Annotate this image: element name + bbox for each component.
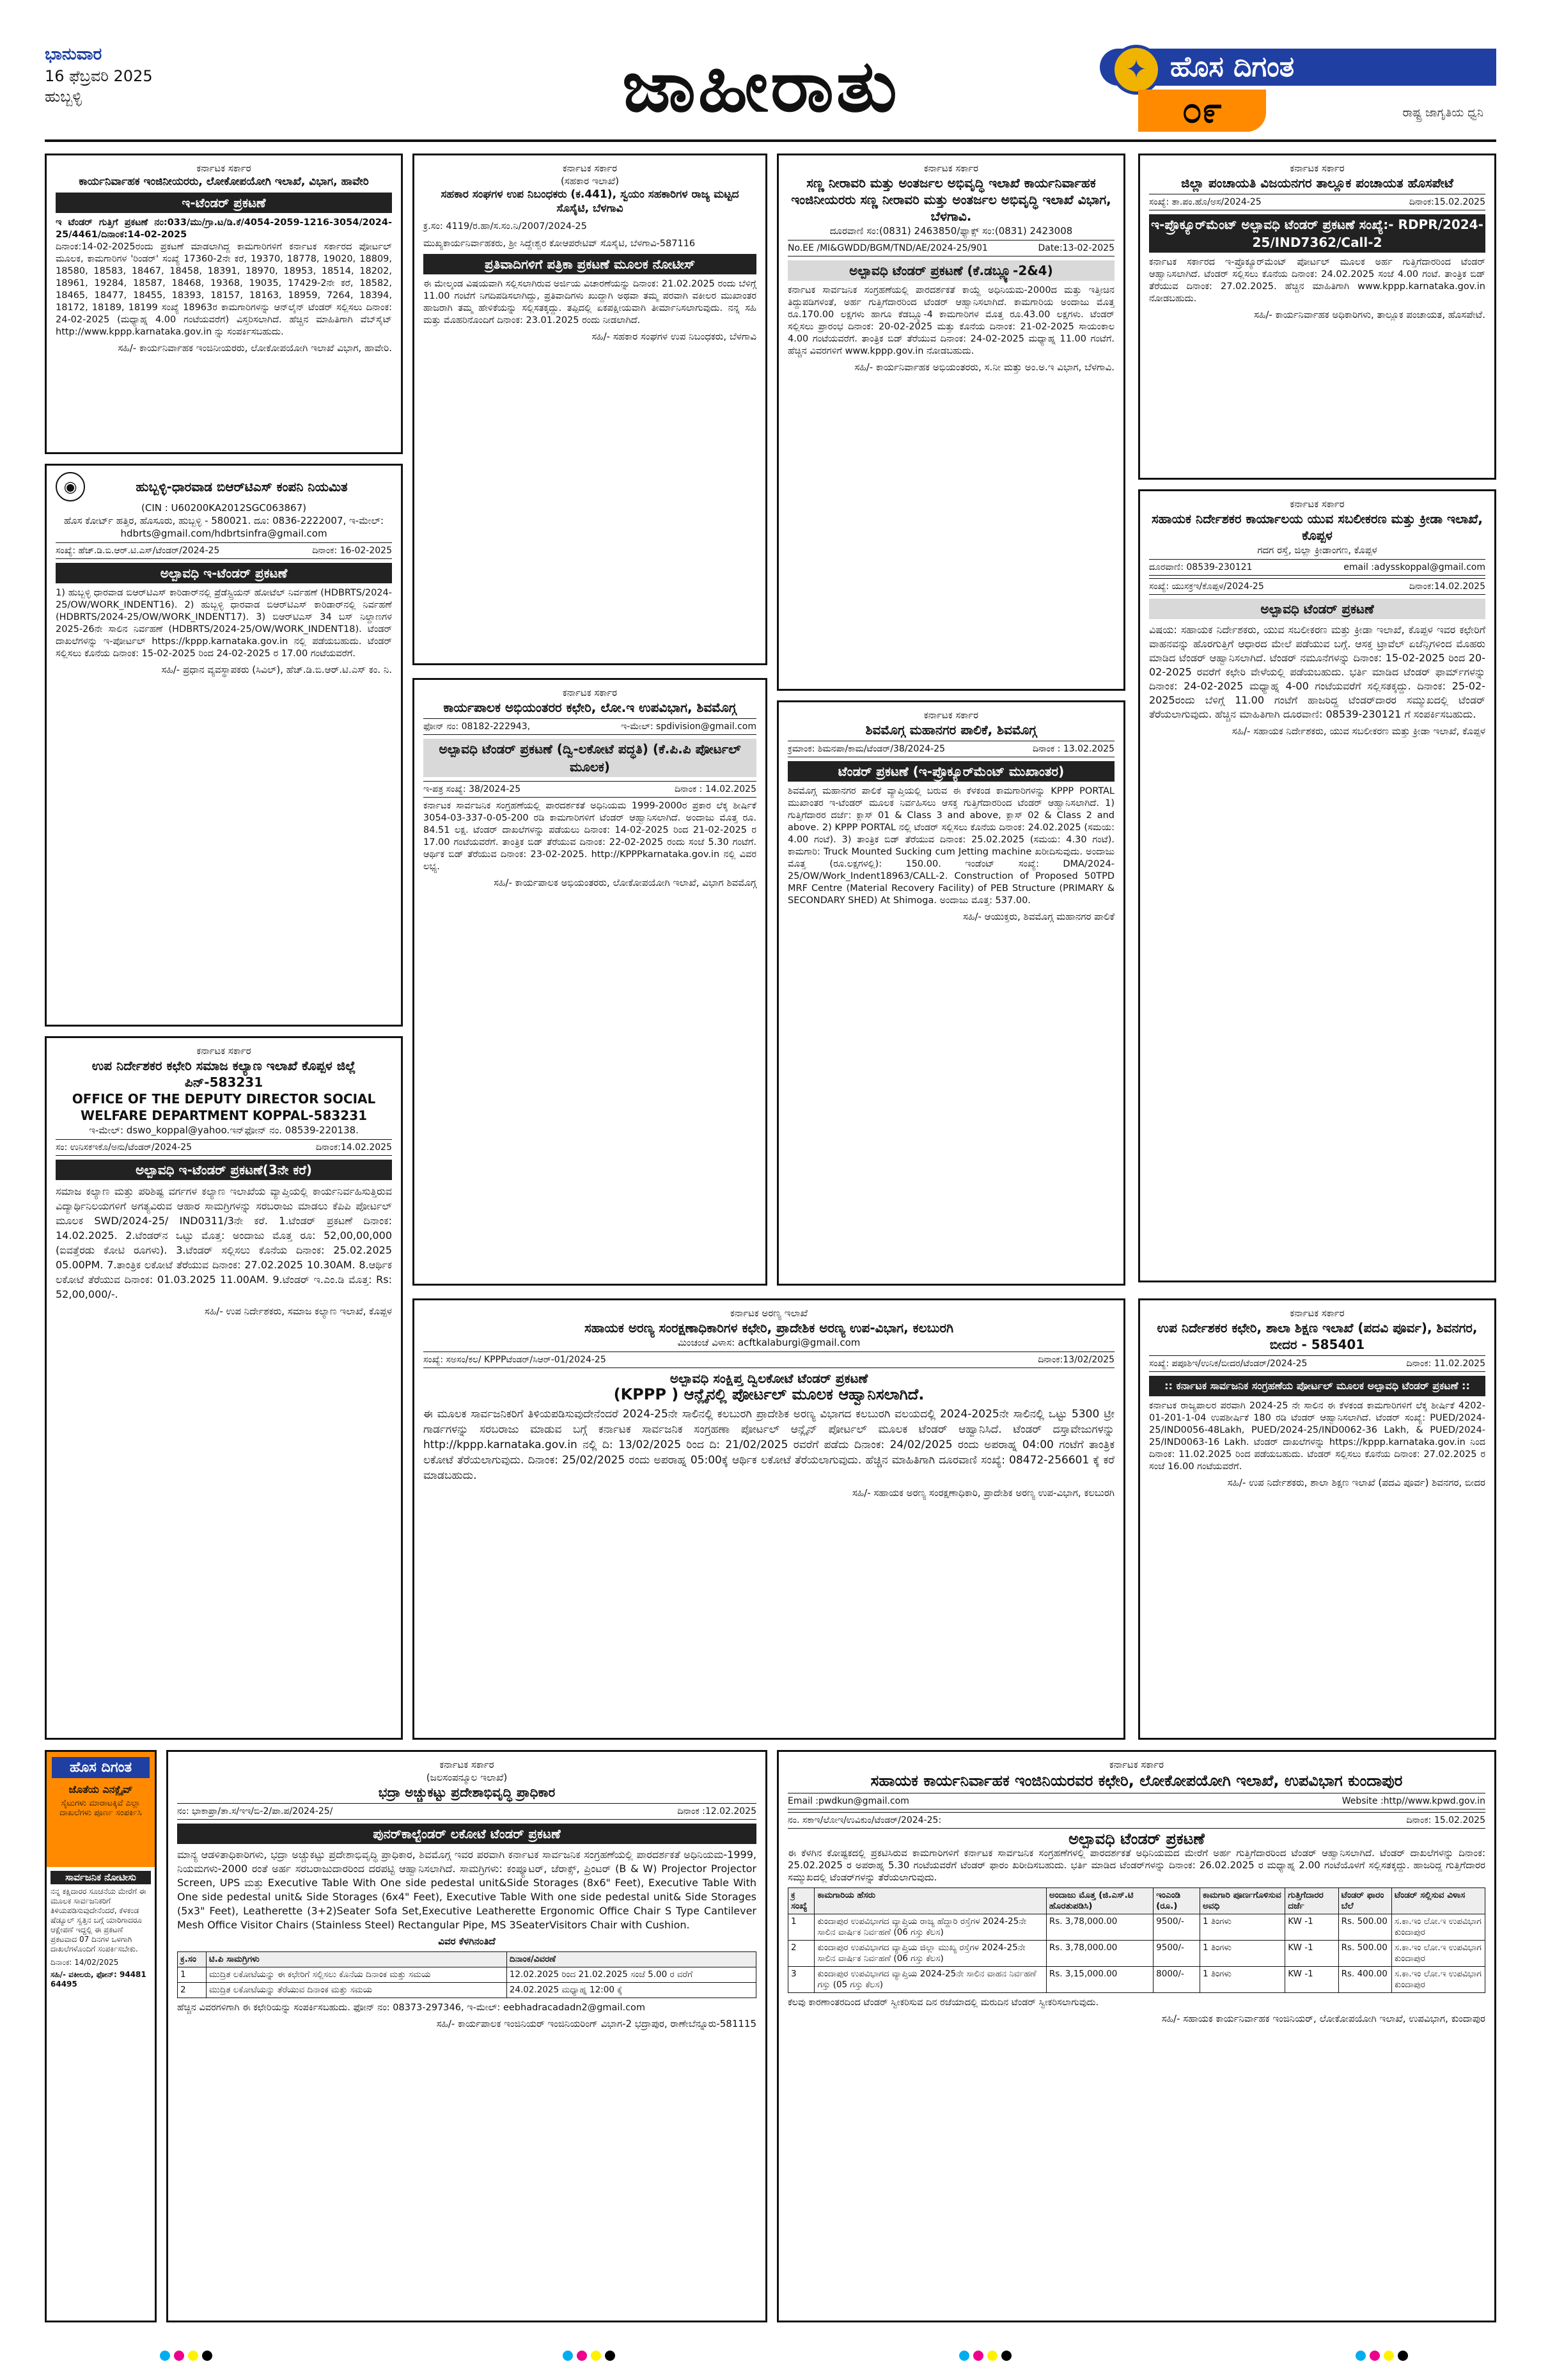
section-title: ಜಾಹೀರಾತು (622, 44, 900, 128)
ad-dept: (ಜಲಸಂಪನ್ಮೂಲ ಇಲಾಖೆ) (426, 1772, 508, 1783)
ad-signature: ಸಹಿ/- ಕಾರ್ಯಪಾಲಕ ಅಭಿಯಂತರರು, ಲೋಕೋಪಯೋಗಿ ಇಲಾಖೆ, ವಿಭಾಗ ಶಿವಮೊಗ್ಗ (494, 877, 756, 888)
ad-body: ಈ ಮೂಲಕ ಸಾರ್ವಜನಿಕರಿಗೆ ತಿಳಿಯಪಡಿಸುವುದೇನೆಂದರೆ 2024-25ನೇ ಸಾಲಿನಲ್ಲಿ ಕಲಬುರಗಿ ಪ್ರಾದೇಶಿಕ ಅರಣ್ಯ ವಿಭಾಗದ ಕಲಬುರಗಿ ವಲಯದಲ್ಲಿ 2024-2025ನೇ ಸಾಲಿನಲ್ಲಿ ಒಟ್ಟು 5300 ಟ್ರೀ ಗಾರ್ಡಗಳನ್ನು ಸರಬರಾಜು ಮಾಡುವ ಬಗ್ಗೆ ಕರ್ನಾಟಕ ಸಾರ್ವಜನಿಕ ಸಂಗ್ರಹಣಾ ಪೋರ್ಟಲ್ ಆನ್ಲೈನ್ ಪೋರ್ಟಲ್ ಮೂಲಕ ಟೆಂಡರ್ ಆಹ್ವಾನಿಸಿದೆ. ಟೆಂಡರ್ ದಸ್ತಾವೇಜುಗಳನ್ನು http://kppp.karnataka.gov.in ನಲ್ಲಿ ದಿ: 13/02/2025 ರಿಂದ ದಿ: 21/02/2025 ರವರೆಗೆ ಪಡೆದು ದಿನಾಂಕ: 24/02/2025 ರಂದು ಅಪರಾಹ್ನ 04:00 ಗಂಟೆಗೆ ತಾಂತ್ರಿಕ ಲಕೋಟೆ ತೆರೆಯಲಾಗುವುದು. ದಿನಾಂಕ: 25/02/2025 ರಂದು ಅಪರಾಹ್ನ 05:00ಕ್ಕೆ ಆರ್ಥಿಕ ಲಕೋಟೆ ತೆರೆಯಲಾಗುವುದು. ಹೆಚ್ಚಿನ ಮಾಹಿತಿಗಾಗಿ ದೂರವಾಣಿ ಸಂಖ್ಯೆ: 08472-256601 ಕ್ಕೆ ಕರೆ ಮಾಡಬಹುದು. (423, 1408, 1115, 1482)
ad-title: :: ಕರ್ನಾಟಕ ಸಾರ್ವಜನಿಕ ಸಂಗ್ರಹಣೆಯ ಪೋರ್ಟಲ್ ಮೂಲಕ ಅಲ್ಪಾವಧಿ ಟೆಂಡರ್ ಪ್ರಕಟಣೆ :: (1149, 1376, 1485, 1396)
ad-body: ಕರ್ನಾಟಕ ಸಾರ್ವಜನಿಕ ಸಂಗ್ರಹಣೆಯಲ್ಲಿ ಪಾರದರ್ಶಕತೆ ಕಾಯ್ದೆ ಅಧಿನಿಯಮ-2000ದ ಮತ್ತು ಇತ್ತೀಚಿನ ತಿದ್ದುಪಡಿಗಳಂತೆ, ಅರ್ಹ ಗುತ್ತಿಗೆದಾರರಿಂದ ಟೆಂಡರ್ ಆಹ್ವಾನಿಸಲಾಗಿದೆ. ಕಾಮಗಾರಿಯ ಅಂದಾಜು ಮೊತ್ತ ರೂ.170.00 ಲಕ್ಷಗಳು ಹಾಗೂ ಕೆಡಬ್ಲ್ಯೂ-4 ಕಾಮಗಾರಿಗಳ ಮೊತ್ತ ರೂ.43.00 ಲಕ್ಷಗಳು. ಟೆಂಡರ್ ಸಲ್ಲಿಸಲು ಪ್ರಾರಂಭ ದಿನಾಂಕ: 20-02-2025 ಮತ್ತು ಕೊನೆಯ ದಿನಾಂಕ: 21-02-2025 ಸಾಯಂಕಾಲ 4.00 ಗಂಟೆಯವರೆಗೆ. ತಾಂತ್ರಿಕ ಬಿಡ್ ತೆರೆಯುವ ದಿನಾಂಕ: 24-02-2025 ಮಧ್ಯಾಹ್ನ 11.00 ಗಂಟೆಗೆ. ಹೆಚ್ಚಿನ ವಿವರಗಳಿಗೆ www.kppp.gov.in ನೋಡಬಹುದು. (788, 285, 1115, 356)
ad-meta (177, 1803, 756, 1820)
ad-date: ದಿನಾಂಕ:14.02.2025 (315, 1142, 392, 1153)
ad-meta (788, 1812, 1485, 1829)
ad-office: ಜಿಲ್ಲಾ ಪಂಚಾಯತಿ ವಿಜಯನಗರ ತಾಲ್ಲೂಕ ಪಂಚಾಯತ ಹೊಸಪೇಟೆ (1181, 175, 1453, 191)
ad-date: ದಿನಾಂಕ: 15.02.2025 (1406, 1815, 1485, 1825)
ad-date: ದಿನಾಂಕ:15.02.2025 (1409, 197, 1485, 207)
ad-ref: ಸಂ: ಉನಿಸಕಇಕೊ/ಅನು/ಟೆಂಡರ್/2024-25 (56, 1142, 192, 1153)
ad-email: ಇ-ಮೇಲ್: dswo_koppal@yahoo.ಇನ್‌ಫೋನ್‌ ನಂ. 08539-220138. (89, 1124, 359, 1136)
table-header: ಕ್ರ.ಸಂ (178, 1952, 207, 1967)
public-notice-signature: ಸಹಿ/- ವಕೀಲರು, ಫೋನ್: 94481 64495 (51, 1970, 146, 1989)
ad-title: ಅಲ್ಪಾವಧಿ ಇ-ಟೆಂಡರ್ ಪ್ರಕಟಣೆ(3ನೇ ಕರೆ) (56, 1160, 392, 1180)
ad-ref: ನಂ: ಭಾಕಾಪ್ರಾ/ತಾ.ಸ/ಇಇ/ಬಿ-2/ಪಾ.ಪ/2024-25/ (177, 1806, 333, 1817)
ad-body: ಶಿವಮೊಗ್ಗ ಮಹಾನಗರ ಪಾಲಿಕೆ ವ್ಯಾಪ್ತಿಯಲ್ಲಿ ಬರುವ ಈ ಕೆಳಕಂಡ ಕಾಮಗಾರಿಗಳನ್ನು KPPP PORTAL ಮುಖಾಂತರ ಇ-ಟೆಂಡರ್ ಮೂಲಕ ನಿರ್ವಹಿಸಲು ಆಸಕ್ತ ಗುತ್ತಿಗೆದಾರರಿಂದ ಟೆಂಡರ್ ಆಹ್ವಾನಿಸಲಾಗಿದೆ. 1) ಗುತ್ತಿಗೆದಾರರ ದರ್ಜೆ: ಕ್ಲಾಸ್ 01 & Class 3 and above, ಕ್ಲಾಸ್ 02 & Class 2 and above. 2) KPPP PORTAL ನಲ್ಲಿ ಟೆಂಡರ್ ಸಲ್ಲಿಸಲು ಕೊನೆಯ ದಿನಾಂಕ: 24.02.2025 (ಸಮಯ: 4.00 ಗಂಟೆ). 3) ತಾಂತ್ರಿಕ ಬಿಡ್ ತೆರೆಯುವ ದಿನಾಂಕ: 25.02.2025 (ಸಮಯ: 4.30 ಗಂಟೆ). ಕಾಮಗಾರಿ: Truck Mounted Sucking cum Jetting machine ಖರೀದಿಸುವುದು. ಅಂದಾಜು ಮೊತ್ತ (ರೂ.ಲಕ್ಷಗಳಲ್ಲಿ): 150.00. ಇಂಡೆಂಟ್ ಸಂಖ್ಯೆ: DMA/2024-25/OW/Work_Indent18963/CALL-2. Construction of Proposed 50TPD MRF Centre (Material Recovery Facility) of PEB Structure (PRIMARY & SECONDARY SHED) At Shimoga. ಅಂದಾಜು ಮೊತ್ತ: 537.00. (788, 786, 1115, 906)
ad-shivamogga-corporation (777, 700, 1125, 1286)
ad-meta (423, 781, 756, 798)
table-cell: ಸ.ಕಾ.ಇಂ ಲೋ.ಇ ಉಪವಿಭಾಗ ಕುಂದಾಪುರ (1391, 1914, 1485, 1941)
ad-phone: ದೂರವಾಣಿ: 08539-230121 (1149, 562, 1253, 572)
black-dot-icon (1398, 2351, 1408, 2361)
brand-tagline: ರಾಷ್ಟ್ರ ಜಾಗೃತಿಯ ಧ್ವನಿ (1402, 106, 1483, 120)
ad-body: ಕರ್ನಾಟಕ ಸಾರ್ವಜನಿಕ ಸಂಗ್ರಹಣೆಯಲ್ಲಿ ಪಾರದರ್ಶಕತೆ ಅಧಿನಿಯಮ 1999-2000ರ ಪ್ರಕಾರ ಲೆಕ್ಕ ಶೀರ್ಷಿಕೆ 3054-03-337-0-05-200 ರಡಿ ಕಾಮಗಾರಿಗಳಿಗೆ ಟೆಂಡರ್ ಆಹ್ವಾನಿಸಲಾಗಿದೆ. ಅಂದಾಜು ಮೊತ್ತ ರೂ. 84.51 ಲಕ್ಷ. ಟೆಂಡರ್ ದಾಖಲೆಗಳನ್ನು ಪಡೆಯಲು ದಿನಾಂಕ: 14-02-2025 ರಿಂದ 21-02-2025 ರ 17.00 ಗಂಟೆಯವರೆಗೆ. ತಾಂತ್ರಿಕ ಬಿಡ್ ತೆರೆಯುವ ದಿನಾಂಕ: 22-02-2025 ರಂದು ಸಂಜೆ 5.30 ಗಂಟೆಗೆ. ಆರ್ಥಿಕ ಬಿಡ್ ತೆರೆಯುವ ದಿನಾಂಕ: 23-02-2025. http://KPPPkarnataka.gov.in ನಲ್ಲಿ ವಿವರ ಲಭ್ಯ. (423, 801, 756, 872)
ad-schedule-title: ವಿವರ ಕೆಳಗಿನಂತಿದೆ (438, 1935, 496, 1947)
table-header: ಕಾಮಗಾರಿಯ ಹೆಸರು (815, 1888, 1046, 1914)
ad-subtitle: (KPPP ) ಆನ್ಲೈನಲ್ಲಿ ಪೋರ್ಟಲ್ ಮೂಲಕ ಆಹ್ವಾನಿಸಲಾಗಿದೆ. (613, 1385, 925, 1403)
ad-forest-kalaburagi (412, 1298, 1125, 1740)
masthead-rule (45, 139, 1496, 142)
ad-meta (423, 1352, 1115, 1368)
ad-meta (56, 1139, 392, 1156)
ad-pwd-kundapura (777, 1750, 1496, 2322)
ad-title: ಇ-ಟೆಂಡರ್ ಪ್ರಕಟಣೆ (56, 193, 392, 213)
ad-govt: ಕರ್ನಾಟಕ ಸರ್ಕಾರ (196, 162, 251, 174)
table-cell: 9500/- (1154, 1914, 1200, 1941)
ad-office: ಉಪ ನಿರ್ದೇಶಕರ ಕಛೇರಿ, ಶಾಲಾ ಶಿಕ್ಷಣ ಇಲಾಖೆ (ಪದವಿ ಪೂರ್ವ), ಶಿವನಗರ, ಬೀದರ - 585401 (1157, 1320, 1478, 1352)
cyan-dot-icon (959, 2351, 969, 2361)
ad-cin: (CIN : U60200KA2012SGC063867) (141, 502, 306, 514)
promo-slogan: ಜೊತೆಯ ಎನಕ್ಲೈವ್ (68, 1783, 133, 1795)
cyan-dot-icon (563, 2351, 573, 2361)
ad-meta (1149, 1355, 1485, 1372)
table-cell: 1 (788, 1914, 815, 1941)
ad-date: ದಿನಾಂಕ:13/02/2025 (1038, 1355, 1115, 1365)
table-cell: ಸ.ಕಾ.ಇಂ ಲೋ.ಇ ಉಪವಿಭಾಗ ಕುಂದಾಪುರ (1391, 1967, 1485, 1993)
promo-hosa-digantha (45, 1750, 157, 2322)
ad-govt: ಕರ್ನಾಟಕ ಸರ್ಕಾರ (923, 162, 979, 174)
table-cell: 1 (178, 1967, 207, 1983)
ad-ref: ಸಂಖ್ಯೆ: ಯುಸಕ್ರಇ/ಕೊಪ್ಪಳ/2024-25 (1149, 581, 1264, 592)
table-cell: 2 (788, 1941, 815, 1967)
black-dot-icon (202, 2351, 212, 2361)
ad-body: ಕರ್ನಾಟಕ ಸರ್ಕಾರದ ಇ-ಪ್ರೊಕ್ಯೂರ್‌ಮೆಂಟ್ ಪೋರ್ಟಲ್ ಮೂಲಕ ಅರ್ಹ ಗುತ್ತಿಗೆದಾರರಿಂದ ಟೆಂಡರ್ ಆಹ್ವಾನಿಸಲಾಗಿದೆ. ಟೆಂಡರ್ ಸಲ್ಲಿಸಲು ಕೊನೆಯ ದಿನಾಂಕ: 24.02.2025 ಸಂಜೆ 4.00 ಗಂಟೆ. ತಾಂತ್ರಿಕ ಬಿಡ್ ತೆರೆಯುವ ದಿನಾಂಕ: 27.02.2025. ಹೆಚ್ಚಿನ ಮಾಹಿತಿಗಾಗಿ www.kppp.karnataka.gov.in ನೋಡಬಹುದು. (1149, 257, 1485, 304)
ad-body: ಸಮಾಜ ಕಲ್ಯಾಣ ಮತ್ತು ಪರಿಶಿಷ್ಟ ವರ್ಗಗಳ ಕಲ್ಯಾಣ ಇಲಾಖೆಯ ವ್ಯಾಪ್ತಿಯಲ್ಲಿ ಕಾರ್ಯನಿರ್ವಹಿಸುತ್ತಿರುವ ವಿದ್ಯಾರ್ಥಿನಿಲಯಗಳಿಗೆ ಅಗತ್ಯವಿರುವ ಆಹಾರ ಸಾಮಗ್ರಿಗಳನ್ನು ಸರಬರಾಜು ಮಾಡಲು ಕೆಪಿಪಿ ಪೋರ್ಟಲ್ ಮೂಲಕ SWD/2024-25/ IND0311/3ನೇ ಕರೆ. 1.ಟೆಂಡರ್ ಪ್ರಕಟಣೆ ದಿನಾಂಕ: 14.02.2025. 2.ಟೆಂಡರ್‌ನ ಒಟ್ಟು ಮೊತ್ತ: ಅಂದಾಜು ಮೊತ್ತ ರೂ: 52,00,00,000 (ಐವತ್ತೆರಡು ಕೋಟಿ ರೂಗಳು). 3.ಟೆಂಡರ್ ಸಲ್ಲಿಸಲು ಕೊನೆಯ ದಿನಾಂಕ: 25.02.2025 05.00PM. 7.ತಾಂತ್ರಿಕ ಲಕೋಟೆ ತೆರೆಯುವ ದಿನಾಂಕ: 27.02.2025 10.30AM. 8.ಆರ್ಥಿಕ ಲಕೋಟೆ ತೆರೆಯುವ ದಿನಾಂಕ: 01.03.2025 11.00AM. 9.ಟೆಂಡರ್ ಇ.ಎಂ.ಡಿ ಮೊತ್ತ: Rs: 52,00,000/-. (56, 1185, 392, 1300)
ad-ref: ಕ್ರಮಾಂಕ: ಶಿಮನಪಾ/ಕಾಮ/ಟೆಂಡರ್/38/2024-25 (788, 744, 946, 754)
yellow-dot-icon (987, 2351, 997, 2361)
table-cell: Rs. 500.00 (1338, 1941, 1391, 1967)
table-header: ಇಂಎಂಡಿ (ರೂ.) (1154, 1888, 1200, 1914)
ad-signature: ಸಹಿ/- ಪ್ರಧಾನ ವ್ಯವಸ್ಥಾಪಕರು (ಸಿವಿಲ್), ಹೆಚ್.ಡಿ.ಬಿ.ಆರ್.ಟಿ.ಎಸ್ ಕಂ. ನಿ. (161, 664, 392, 675)
masthead-day: ಭಾನುವಾರ (45, 45, 102, 64)
ad-title: ಪ್ರತಿವಾದಿಗಳಿಗೆ ಪತ್ರಿಕಾ ಪ್ರಕಟಣೆ ಮೂಲಕ ನೋಟೀಸ್ (423, 254, 756, 274)
ad-contact (423, 718, 756, 735)
company-logo-icon: ◉ (56, 472, 85, 501)
ad-title: ಅಲ್ಪಾವಧಿ ಟೆಂಡರ್ ಪ್ರಕಟಣೆ (ಕೆ.ಡಬ್ಲ್ಯೂ-2&4) (788, 260, 1115, 281)
ad-title: ಇ-ಪ್ರೊಕ್ಯೂರ್‌ಮೆಂಟ್ ಅಲ್ಪಾವಧಿ ಟೆಂಡರ್ ಪ್ರಕಟಣೆ ಸಂಖ್ಯೆ:- RDPR/2024-25/IND7362/Call-2 (1149, 214, 1485, 253)
ad-minor-irrigation-belagavi (777, 154, 1125, 691)
black-dot-icon (605, 2351, 615, 2361)
ad-govt: ಕರ್ನಾಟಕ ಸರ್ಕಾರ (1290, 162, 1345, 174)
ad-govt: ಕರ್ನಾಟಕ ಸರ್ಕಾರ (1290, 498, 1345, 510)
ad-date: ದಿನಾಂಕ: 11.02.2025 (1406, 1359, 1485, 1369)
table-cell: ಕುಂದಾಪುರ ಉಪವಿಭಾಗದ ವ್ಯಾಪ್ತಿಯ ಜಿಲ್ಲಾ ಮುಖ್ಯ ರಸ್ತೆಗಳ 2024-25ನೇ ಸಾಲಿನ ವಾರ್ಷಿಕ ನಿರ್ವಹಣೆ (06 ಗಸ್ತು ಕೆಲಸ) (815, 1941, 1046, 1967)
ad-office: ಸಹಾಯಕ ಅರಣ್ಯ ಸಂರಕ್ಷಣಾಧಿಕಾರಿಗಳ ಕಛೇರಿ, ಪ್ರಾದೇಶಿಕ ಅರಣ್ಯ ಉಪ-ವಿಭಾಗ, ಕಲಬುರಗಿ (584, 1320, 954, 1336)
ad-date: ದಿನಾಂಕ:14.02.2025 (1409, 581, 1485, 592)
ad-signature: ಸಹಿ/- ಸಹಕಾರ ಸಂಘಗಳ ಉಪ ನಿಬಂಧಕರು, ಬೆಳಗಾವಿ (591, 331, 756, 342)
table-cell: Rs. 500.00 (1338, 1914, 1391, 1941)
black-dot-icon (1001, 2351, 1012, 2361)
ad-office: ಸಹಾಯಕ ಕಾರ್ಯನಿರ್ವಾಹಕ ಇಂಜಿನಿಯರವರ ಕಛೇರಿ, ಲೋಕೋಪಯೋಗಿ ಇಲಾಖೆ, ಉಪವಿಭಾಗ ಕುಂದಾಪುರ (870, 1772, 1403, 1790)
table-cell: 1 ತಿಂಗಳು (1200, 1914, 1285, 1941)
ad-govt: ಕರ್ನಾಟಕ ಸರ್ಕಾರ (1109, 1759, 1164, 1770)
ad-hdbrts (45, 464, 403, 1027)
ad-date: ದಿನಾಂಕ : 13.02.2025 (1032, 744, 1115, 754)
ad-note: ಕೆಲವು ಕಾರಣಾಂತರದಿಂದ ಟೆಂಡರ್ ಸ್ವೀಕರಿಸುವ ದಿನ ರಜೆಯಾದಲ್ಲಿ ಮರುದಿನ ಟೆಂಡರ್ ಸ್ವೀಕರಿಸಲಾಗುವುದು. (788, 1998, 1099, 2008)
table-cell: Rs. 3,15,000.00 (1046, 1967, 1153, 1993)
ad-signature: ಸಹಿ/- ಉಪ ನಿರ್ದೇಶಕರು, ಶಾಲಾ ಶಿಕ್ಷಣ ಇಲಾಖೆ (ಪದವಿ ಪೂರ್ವ) ಶಿವನಗರ, ಬೀದರ (1227, 1477, 1485, 1488)
ad-body: ಕರ್ನಾಟಕ ರಾಜ್ಯಪಾಲರ ಪರವಾಗಿ 2024-25 ನೇ ಸಾಲಿನ ಈ ಕೆಳಕಂಡ ಕಾಮಗಾರಿಗಳಿಗೆ ಲೆಕ್ಕ ಶೀರ್ಷಿಕೆ 4202-01-201-1-04 ಉಪಶೀರ್ಷಿಕೆ 180 ರಡಿ ಟೆಂಡರ್ ಆಹ್ವಾನಿಸಲಾಗಿದೆ. ಟೆಂಡರ್ ಸಂಖ್ಯೆ: PUED/2024-25/IND0056-48Lakh, PUED/2024-25/IND0062-36 Lakh, & PUED/2024-25/IND0063-16 Lakh. ಟೆಂಡರ್ ದಾಖಲೆಗಳನ್ನು https://kppp.karnataka.gov.in ನಿಂದ ದಿನಾಂಕ: 11.02.2025 ರಿಂದ ಪಡೆಯಬಹುದು. ಟೆಂಡರ್ ಸಲ್ಲಿಸಲು ಕೊನೆಯ ದಿನಾಂಕ: 27.02.2025 ರ ಸಂಜೆ 16.00 ಗಂಟೆಯವರೆಗೆ. (1149, 1401, 1485, 1472)
table-cell: KW -1 (1285, 1941, 1338, 1967)
cyan-dot-icon (160, 2351, 170, 2361)
ad-ref: ಸಂಖ್ಯೆ: ಸಅಸಂ/ಕಲ/ KPPPಟೆಂಡರ್/ಸಿಆರ್-01/2024-25 (423, 1355, 606, 1365)
brand-logo-icon: ✦ (1111, 45, 1161, 95)
promo-brand: ಹೊಸ ದಿಗಂತ (52, 1757, 150, 1778)
table-header: ಗುತ್ತಿಗೆದಾರರ ದರ್ಜೆ (1285, 1888, 1338, 1914)
ad-pwd-shivamogga (412, 678, 767, 1286)
ad-pu-education-bidar (1138, 1298, 1496, 1740)
table-cell: ಮುದ್ರಿತ ಲಕೋಟೆಯನ್ನು ಈ ಕಛೇರಿಗೆ ಸಲ್ಲಿಸಲು ಕೊನೆಯ ದಿನಾಂಕ ಮತ್ತು ಸಮಯ (206, 1967, 506, 1983)
ad-office: ಸಹಕಾರ ಸಂಘಗಳ ಉಪ ನಿಬಂಧಕರು (ಕ.441), ಸ್ವಯಂ ಸಹಕಾರಿಗಳ ರಾಜ್ಯ ಮಟ್ಟದ ಸೊಸೈಟಿ, ಬೆಳಗಾವಿ (441, 188, 739, 215)
ad-ref: ಸಂಖ್ಯೆ: ಪಪೂಶಿಇ/ಉನಿಕ/ಬೀದರ/ಟೆಂಡರ್/2024-25 (1149, 1359, 1308, 1369)
table-header: ಟೆಂಡರ್ ಫಾರಂ ಬೆಲೆ (1338, 1888, 1391, 1914)
ad-signature: ಸಹಿ/- ಕಾರ್ಯನಿರ್ವಾಹಕ ಅಧಿಕಾರಿಗಳು, ತಾಲ್ಲೂಕ ಪಂಚಾಯತ, ಹೊಸಪೇಟೆ. (1254, 309, 1485, 320)
table-header: ಅಂದಾಜು ಮೊತ್ತ (ಜಿ.ಎಸ್.ಟಿ ಹೊರತುಪಡಿಸಿ) (1046, 1888, 1153, 1914)
ad-office: ಕಾರ್ಯಪಾಲಕ ಅಭಿಯಂತರರ ಕಛೇರಿ, ಲೋ.ಇ ಉಪವಿಭಾಗ, ಶಿವಮೊಗ್ಗ (443, 700, 737, 715)
ad-body: 1) ಹುಬ್ಬಳ್ಳಿ ಧಾರವಾಡ ಬಿಆರ್‌ಟಿಎಸ್ ಕಾರಿಡಾರ್‌ನಲ್ಲಿ ಪ್ರೆಡೆಸ್ಟ್ರಿಯನ್ ಹೋಟೆಲ್ ನಿರ್ವಹಣೆ (HDBRTS/2024-25/OW/WORK_INDENT16). 2) ಹುಬ್ಬಳ್ಳಿ ಧಾರವಾಡ ಬಿಆರ್‌ಟಿಎಸ್ ಕಾರಿಡಾರ್‌ನಲ್ಲಿ ನಿರ್ವಹಣೆ (HDBRTS/2024-25/OW/WORK_INDENT17). 3) ಬಿಆರ್‌ಟಿಎಸ್ 34 ಬಸ್ ನಿಲ್ದಾಣಗಳ 2025-26ನೇ ಸಾಲಿನ ನಿರ್ವಹಣೆ (HDBRTS/2024-25/OW/WORK_INDENT18). ಟೆಂಡರ್ ದಾಖಲೆಗಳನ್ನು ಇ-ಪೋರ್ಟಲ್ https://kppp.karnataka.gov.in ನಲ್ಲಿ ಪಡೆಯಬಹುದು. ಟೆಂಡರ್ ಸಲ್ಲಿಸಲು ಕೊನೆಯ ದಿನಾಂಕ: 15-02-2025 ರಿಂದ 24-02-2025 ರ 17.00 ಗಂಟೆಯವರೆಗೆ. (56, 588, 392, 659)
table-row (178, 1967, 756, 1983)
ad-address: ಹೊಸ ಕೋರ್ಟ್ ಹತ್ತಿರ, ಹೊಸೂರು, ಹುಬ್ಬಳ್ಳಿ - 580021. ದೂ: 0836-2222007, ಇ-ಮೇಲ್: hdbrts@gmail.com/hdbrtsinfra@gmail.com (63, 515, 384, 539)
ad-title: ಅಲ್ಪಾವಧಿ ಟೆಂಡರ್ ಪ್ರಕಟಣೆ (1068, 1830, 1205, 1848)
ad-signature: ಸಹಿ/- ಕಾರ್ಯನಿರ್ವಾಹಕ ಇಂಜಿನೀಯರರು, ಲೋಕೋಪಯೋಗಿ ಇಲಾಖೆ ವಿಭಾಗ, ಹಾವೇರಿ. (118, 342, 392, 354)
ad-title: ಪುನರ್‌ಕಾಲ್ಟೆಂಡರ್ ಲಕೋಟೆ ಟೆಂಡರ್ ಪ್ರಕಟಣೆ (177, 1824, 756, 1844)
ad-signature: ಸಹಿ/- ಕಾರ್ಯನಿರ್ವಾಹಕ ಅಭಿಯಂತರರು, ಸ.ನೀ ಮತ್ತು ಅಂ.ಅ.ಇ ವಿಭಾಗ, ಬೆಳಗಾವಿ. (854, 361, 1115, 373)
ad-title: ಅಲ್ಪಾವಧಿ ಇ-ಟೆಂಡರ್ ಪ್ರಕಟಣೆ (56, 563, 392, 583)
ad-office: ಕಾರ್ಯನಿರ್ವಾಹಕ ಇಂಜಿನೀಯರರು, ಲೋಕೋಪಯೋಗಿ ಇಲಾಖೆ, ವಿಭಾಗ, ಹಾವೇರಿ (79, 175, 369, 188)
table-row (788, 1941, 1485, 1967)
ad-govt: ಕರ್ನಾಟಕ ಸರ್ಕಾರ (1290, 1307, 1345, 1319)
ad-office: ಸಣ್ಣ ನೀರಾವರಿ ಮತ್ತು ಅಂತರ್ಜಲ ಅಭಿವೃದ್ಧಿ ಇಲಾಖೆ ಕಾರ್ಯನಿರ್ವಾಹಕ ಇಂಜಿನೀಯರರು ಸಣ್ಣ ನೀರಾವರಿ ಮತ್ತು ಅಂತರ್ಜಲ ಅಭಿವೃದ್ಧಿ ಇಲಾಖೆ ವಿಭಾಗ, ಬೆಳಗಾವಿ. (791, 175, 1111, 224)
table-cell: 12.02.2025 ರಿಂದ 21.02.2025 ಸಂಜೆ 5.00 ರ ವರೆಗೆ (506, 1967, 756, 1983)
ad-pwd-haveri (45, 154, 403, 454)
table-cell: 1 ತಿಂಗಳು (1200, 1941, 1285, 1967)
masthead-city: ಹುಬ್ಬಳ್ಳಿ (45, 88, 82, 106)
schedule-table (177, 1951, 756, 1998)
works-table (788, 1887, 1485, 1993)
table-cell: 9500/- (1154, 1941, 1200, 1967)
ad-meta (788, 240, 1115, 256)
ad-taluk-panchayat-hosapete (1138, 154, 1496, 480)
ad-govt: ಕರ್ನಾಟಕ ಸರ್ಕಾರ (562, 687, 618, 698)
ad-body: ಈ ಮೇಲ್ಕಂಡ ವಿಷಯವಾಗಿ ಸಲ್ಲಿಸಲಾಗಿರುವ ಅರ್ಜಿಯ ವಿಚಾರಣೆಯನ್ನು ದಿನಾಂಕ: 21.02.2025 ರಂದು ಬೆಳಿಗ್ಗೆ 11.00 ಗಂಟೆಗೆ ನಿಗದಿಪಡಿಸಲಾಗಿದ್ದು, ಪ್ರತಿವಾದಿಗಳು ಖುದ್ದಾಗಿ ಅಥವಾ ತಮ್ಮ ಪರವಾಗಿ ವಕೀಲರ ಮುಖಾಂತರ ಹಾಜರಾಗಿ ತಮ್ಮ ಹೇಳಿಕೆಯನ್ನು ಸಲ್ಲಿಸತಕ್ಕದ್ದು. ತಪ್ಪಿದಲ್ಲಿ ಏಕಪಕ್ಷೀಯವಾಗಿ ತೀರ್ಮಾನಿಸಲಾಗುವುದು. ನನ್ನ ಸಹಿ ಮತ್ತು ಮೊಹರಿನೊಂದಿಗೆ ದಿನಾಂಕ: 23.01.2025 ರಂದು ನೀಡಲಾಗಿದೆ. (423, 279, 756, 326)
ad-ref: ನಂ. ಸಕಾಇ/ಲೋಇ/ಉವಿಕುಂ/ಟೆಂಡರ್/2024-25: (788, 1815, 942, 1825)
ad-signature: ಸಹಿ/- ಸಹಾಯಕ ನಿರ್ದೇಶಕರು, ಯುವ ಸಬಲೀಕರಣ ಮತ್ತು ಕ್ರೀಡಾ ಇಲಾಖೆ, ಕೊಪ್ಪಳ (1232, 725, 1485, 737)
promo-slogan-detail: ಸೈಟುಗಳು ಮಾರಾಟಕ್ಕಿವೆ ಎಲ್ಲಾ ದಾಖಲೆಗಳು ಪೂರ್ಣ ಸಂಪರ್ಕಿಸಿ (59, 1799, 142, 1818)
yellow-dot-icon (591, 2351, 601, 2361)
ad-signature: ಸಹಿ/- ಆಯುಕ್ತರು, ಶಿವಮೊಗ್ಗ ಮಹಾನಗರ ಪಾಲಿಕೆ (963, 911, 1115, 922)
public-notice-title: ಸಾರ್ವಜನಿಕ ನೋಟೀಸು (51, 1871, 151, 1884)
ad-office-english: OFFICE OF THE DEPUTY DIRECTOR SOCIAL WELFARE DEPARTMENT KOPPAL-583231 (72, 1091, 376, 1123)
ad-ref: ಇ-ಪತ್ರ ಸಂಖ್ಯೆ: 38/2024-25 (423, 784, 521, 794)
ad-govt: ಕರ್ನಾಟಕ ಸರ್ಕಾರ (562, 162, 618, 174)
ad-email: ಮಿಂಚಂಚೆ ವಿಳಾಸ: acftkalaburgi@gmail.com (677, 1337, 861, 1348)
ad-govt: ಕರ್ನಾಟಕ ಸರ್ಕಾರ (196, 1045, 251, 1057)
ad-govt: ಕರ್ನಾಟಕ ಸರ್ಕಾರ (923, 709, 979, 721)
ad-ref: ಸಂಖ್ಯೆ: ಹೆಚ್.ಡಿ.ಬಿ.ಆರ್.ಟಿ.ಎಸ್/ಟೆಂಡರ್/2024-25 (56, 546, 220, 556)
table-cell: Rs. 3,78,000.00 (1046, 1914, 1153, 1941)
table-cell: Rs. 3,78,000.00 (1046, 1941, 1153, 1967)
brand-name: ಹೊಸ ದಿಗಂತ (1100, 49, 1496, 86)
ad-org: ಹುಬ್ಬಳ್ಳಿ-ಧಾರವಾಡ ಬಿಆರ್‌ಟಿಎಸ್ ಕಂಪನಿ ನಿಯಮಿತ (136, 479, 348, 494)
ad-contact (1149, 559, 1485, 576)
table-cell: ಕುಂದಾಪುರ ಉಪವಿಭಾಗದ ವ್ಯಾಪ್ತಿಯ ರಾಜ್ಯ ಹೆದ್ದಾರಿ ರಸ್ತೆಗಳ 2024-25ನೇ ಸಾಲಿನ ವಾರ್ಷಿಕ ನಿರ್ವಹಣೆ (06 ಗಸ್ತು ಕೆಲಸ) (815, 1914, 1046, 1941)
ad-office: ಸಹಾಯಕ ನಿರ್ದೇಶಕರ ಕಾರ್ಯಾಲಯ ಯುವ ಸಬಲೀಕರಣ ಮತ್ತು ಕ್ರೀಡಾ ಇಲಾಖೆ, ಕೊಪ್ಪಳ (1152, 511, 1483, 543)
masthead-dateline (45, 45, 301, 106)
ad-meta (1149, 194, 1485, 210)
table-cell: ಸ.ಕಾ.ಇಂ ಲೋ.ಇ ಉಪವಿಭಾಗ ಕುಂದಾಪುರ (1391, 1941, 1485, 1967)
ad-phone: ಫೋನ್ ನಂ: 08182-222943, (423, 721, 531, 732)
registration-marks (160, 2351, 212, 2361)
ad-email: ಇ-ಮೇಲ್: spdivision@gmail.com (621, 721, 756, 732)
page-number: ೦೯ (1138, 90, 1266, 132)
ad-website: Website :http//www.kpwd.gov.in (1342, 1796, 1485, 1806)
magenta-dot-icon (1370, 2351, 1380, 2361)
registration-marks (563, 2351, 615, 2361)
ad-date: ದಿನಾಂಕ :12.02.2025 (677, 1806, 756, 1817)
ad-body: ಈ ಕೆಳಗಿನ ಕೋಷ್ಟಕದಲ್ಲಿ ಪ್ರಕಟಿಸಿರುವ ಕಾಮಗಾರಿಗಳಿಗೆ ಕರ್ನಾಟಕ ಸಾರ್ವಜನಿಕ ಸಂಗ್ರಹಣೆಗಳಲ್ಲಿ ಪಾರದರ್ಶಕತೆ ಅಧಿನಿಯಮದ ಮೇರೆಗೆ ಅರ್ಹ ಗುತ್ತಿಗೆದಾರರಿಂದ ಟೆಂಡರ್ ಆಹ್ವಾನಿಸಲಾಗಿದೆ. ಟೆಂಡರ್ ದಾಖಲೆಗಳನ್ನು ದಿನಾಂಕ: 25.02.2025 ರ ಅಪರಾಹ್ನ 5.30 ಗಂಟೆಯವರೆಗೆ ಟೆಂಡರ್ ಫಾರಂ ಖರೀದಿಸಬಹುದು. ಭರ್ತಿ ಮಾಡಿದ ಟೆಂಡರ್‌ಗಳನ್ನು ದಿನಾಂಕ: 26.02.2025 ರ ಮಧ್ಯಾಹ್ನ 2.00 ಗಂಟೆಯೊಳಗೆ ಸಲ್ಲಿಸತಕ್ಕದ್ದು. ಹಾಜರಿದ್ದ ಗುತ್ತಿಗೆದಾರರ ಸಮ್ಮುಖದಲ್ಲಿ ಟೆಂಡರ್‌ಗಳನ್ನು ತೆರೆಯಲಾಗುವುದು. (788, 1847, 1485, 1883)
table-cell: 8000/- (1154, 1967, 1200, 1993)
ad-ref: ಇ ಟೆಂಡರ್ ಗುತ್ತಿಗೆ ಪ್ರಕಟಣೆ ನಂ:033/ಮು/ಗ್ರಾ.ಟ/ಡಿ.ಕೆ/4054-2059-1216-3054/2024-25/4461/ದಿನಾಂಕ:14-02-2025 (56, 217, 392, 240)
masthead (45, 45, 1496, 134)
ad-contact (788, 1793, 1485, 1809)
ad-cooperative-belagavi (412, 154, 767, 665)
table-header: ಟೆಂಡರ್ ಸಲ್ಲಿಸುವ ವಿಳಾಸ (1391, 1888, 1485, 1914)
ad-govt: ಕರ್ನಾಟಕ ಸರ್ಕಾರ (439, 1759, 494, 1770)
public-notice-body: ನನ್ನ ಕಕ್ಷಿದಾರರ ಸೂಚನೆಯ ಮೇರೆಗೆ ಈ ಮೂಲಕ ಸಾರ್ವಜನಿಕರಿಗೆ ತಿಳಿಯಪಡಿಸುವುದೇನೆಂದರೆ, ಕೆಳಕಂಡ ಷೆಡ್ಯೂಲ್ ಸ್ವತ್ತಿನ ಬಗ್ಗೆ ಯಾರಿಗಾದರೂ ಆಕ್ಷೇಪಣೆ ಇದ್ದಲ್ಲಿ ಈ ಪ್ರಕಟಣೆ ಪ್ರಕಟವಾದ 07 ದಿನಗಳ ಒಳಗಾಗಿ ದಾಖಲೆಗಳೊಂದಿಗೆ ಸಂಪರ್ಕಿಸಬೇಕು. (51, 1887, 146, 1953)
ad-body: ದಿನಾಂಕ:14-02-2025ರಂದು ಪ್ರಕಟಣೆ ಮಾಡಲಾಗಿದ್ದ ಕಾಮಗಾರಿಗಳಿಗೆ ಕರ್ನಾಟಕ ಸರ್ಕಾರದ ಪೋರ್ಟಲ್ ಮೂಲಕ, ಕಾಮಗಾರಿಗಳ 'ರಿಂಡರ್' ಸಂಖ್ಯೆ 17360-2ನೇ ಕರೆ, 19370, 18778, 19020, 18809, 18580, 18583, 18467, 18458, 18391, 18970, 18953, 18514, 18202, 18961, 19284, 18587, 18468, 19368, 19035, 17429-2ನೇ ಕರೆ, 18582, 18465, 18477, 18455, 18393, 18157, 18163, 18959, 7264, 18394, 18172, 18189, 18199 ಸಂಖ್ಯೆ 18963ರ ಕಾಮಗಾರಿಗಳನ್ನು ಆನ್‌ಲೈನ್ ಟೆಂಡರ್ ಸಲ್ಲಿಸಲು ದಿನಾಂಕ: 24-02-2025 (ಮಧ್ಯಾಹ್ನ 4.00 ಗಂಟೆಯವರೆಗೆ) ವಿಸ್ತರಿಸಲಾಗಿದೆ. ಹೆಚ್ಚಿನ ಮಾಹಿತಿಗಾಗಿ ವೆಬ್‌ಸೈಟ್ http://www.kppp.karnataka.gov.in ನ್ನು ಸಂಪರ್ಕಿಸಬಹುದು. (56, 242, 392, 337)
table-cell: 1 ತಿಂಗಳು (1200, 1967, 1285, 1993)
table-cell: ಮುದ್ರಿತ ಲಕೋಟೆಯನ್ನು ತೆರೆಯುವ ದಿನಾಂಕ ಮತ್ತು ಸಮಯ (206, 1983, 506, 1998)
magenta-dot-icon (973, 2351, 983, 2361)
ad-title: ಟೆಂಡರ್ ಪ್ರಕಟಣೆ (ಇ-ಪ್ರೊಕ್ಯೂರ್‌ಮೆಂಟ್ ಮುಖಾಂತರ) (788, 761, 1115, 782)
ad-body: ವಿಷಯ: ಸಹಾಯಕ ನಿರ್ದೇಶಕರು, ಯುವ ಸಬಲೀಕರಣ ಮತ್ತು ಕ್ರೀಡಾ ಇಲಾಖೆ, ಕೊಪ್ಪಳ ಇವರ ಕಛೇರಿಗೆ ವಾಹನವನ್ನು ಹೊರಗುತ್ತಿಗೆ ಆಧಾರದ ಮೇಲೆ ಪಡೆಯುವ ಬಗ್ಗೆ. ಆಸಕ್ತ ಟ್ರಾವೆಲ್ ಏಜೆನ್ಸಿಗಳಿಂದ ಮೊಹರು ಮಾಡಿದ ಟೆಂಡರ್ ಆಹ್ವಾನಿಸಲಾಗಿದೆ. ಟೆಂಡರ್ ನಮೂನೆಗಳನ್ನು ದಿನಾಂಕ: 15-02-2025 ರಿಂದ 20-02-2025 ರವರೆಗೆ ಕಛೇರಿ ವೇಳೆಯಲ್ಲಿ ಪಡೆಯಬಹುದು. ಭರ್ತಿ ಮಾಡಿದ ಟೆಂಡರ್ ಫಾರ್ಮ್‌ಗಳನ್ನು ದಿನಾಂಕ: 24-02-2025 ಮಧ್ಯಾಹ್ನ 4-00 ಗಂಟೆಯವರೆಗೆ ಸಲ್ಲಿಸತಕ್ಕದ್ದು. ದಿನಾಂಕ: 25-02-2025ರಂದು ಬೆಳಿಗ್ಗೆ 11.00 ಗಂಟೆಗೆ ಹಾಜರಿದ್ದ ಟೆಂಡರ್‌ದಾರರ ಸಮ್ಮುಖದಲ್ಲಿ ಟೆಂಡರ್ ತೆರೆಯಲಾಗುವುದು. ಹೆಚ್ಚಿನ ಮಾಹಿತಿಗಾಗಿ ದೂರವಾಣಿ: 08539-230121 ಗೆ ಸಂಪರ್ಕಿಸಬಹುದು. (1149, 624, 1485, 720)
public-notice (47, 1867, 155, 1993)
table-cell: KW -1 (1285, 1967, 1338, 1993)
ad-date: ದಿನಾಂಕ : 14.02.2025 (674, 784, 756, 794)
ad-title: ಅಲ್ಪಾವಧಿ ಟೆಂಡರ್ ಪ್ರಕಟಣೆ (1149, 599, 1485, 619)
ad-signature: ಸಹಿ/- ಸಹಾಯಕ ಅರಣ್ಯ ಸಂರಕ್ಷಣಾಧಿಕಾರಿ, ಪ್ರಾದೇಶಿಕ ಅರಣ್ಯ ಉಪ-ವಿಭಾಗ, ಕಲಬುರಗಿ (852, 1487, 1115, 1499)
ad-ref: ಕ್ರ.ಸಂ: 4119/ರ.ಹಾ/ಸ.ಸಂ.ನಿ/2007/2024-25 (423, 221, 587, 232)
registration-marks (1356, 2351, 1408, 2361)
table-cell: 24.02.2025 ಮಧ್ಯಾಹ್ನ 12:00 ಕ್ಕೆ (506, 1983, 756, 1998)
cyan-dot-icon (1356, 2351, 1366, 2361)
ad-phone: ದೂರವಾಣಿ ಸಂ:(0831) 2463850/ಫ್ಯಾಕ್ಸ್ ಸಂ:(0831) 2423008 (829, 225, 1073, 237)
table-cell: 3 (788, 1967, 815, 1993)
ad-date: ದಿನಾಂಕ: 16-02-2025 (312, 546, 392, 556)
registration-marks (959, 2351, 1012, 2361)
ad-meta (1149, 578, 1485, 595)
ad-office-kannada: ಉಪ ನಿರ್ದೇಶಕರ ಕಛೇರಿ ಸಮಾಜ ಕಲ್ಯಾಣ ಇಲಾಖೆ ಕೊಪ್ಪಳ ಜಿಲ್ಲೆ ಪಿನ್-583231 (91, 1058, 356, 1090)
ad-bhadra-command-area (166, 1750, 767, 2322)
table-header: ದಿನಾಂಕ/ವಿವರಣೆ (506, 1952, 756, 1967)
ad-body: ಮಾನ್ಯ ಆಡಳಿತಾಧಿಕಾರಿಗಳು, ಭದ್ರಾ ಅಚ್ಚುಕಟ್ಟು ಪ್ರದೇಶಾಭಿವೃದ್ಧಿ ಪ್ರಾಧಿಕಾರ, ಶಿವಮೊಗ್ಗ ಇವರ ಪರವಾಗಿ ಕರ್ನಾಟಕ ಸಾರ್ವಜನಿಕ ಸಂಗ್ರಹಣೆಯಲ್ಲಿ ಪಾರದರ್ಶಕತೆ ಅಧಿನಿಯಮ-1999, ನಿಯಮಗಳು-2000 ರಂತೆ ಅರ್ಹ ಸರಬರಾಜುದಾರರಿಂದ ದರಪಟ್ಟಿ ಆಹ್ವಾನಿಸಲಾಗಿದೆ. ಸಾಮಗ್ರಿಗಳು: ಕಂಪ್ಯೂಟರ್, ಜೆರಾಕ್ಸ್, ಪ್ರಿಂಟರ್ (B & W) Projector Projector Screen, UPS ಮತ್ತು Executive Table With One side pedestal unit&Side Storages (8x6" Feet), Executive Table With One side pedestal unit& Side Storages (6x4" Feet), Executive Table With one side pedestal unit& Side Storages (5x3" Feet), Leatherette (3+2)Seater Sofa Set,Executive Leatherette Ergonomic Office Chair S Type Cantilever Mesh Office Visitor Chairs (Stainless Steel) Rectangular Pipe, MS 3SeaterVisitors Chair with Cushion. (177, 1848, 756, 1931)
ad-youth-sports-koppal (1138, 489, 1496, 1282)
table-header: ಕಾಮಗಾರಿ ಪೂರ್ಣಗೊಳಿಸುವ ಅವಧಿ (1200, 1888, 1285, 1914)
magenta-dot-icon (174, 2351, 184, 2361)
yellow-dot-icon (188, 2351, 198, 2361)
table-header: ಟಿ.ಪಿ ಸಾಮಗ್ರಿಗಳು (206, 1952, 506, 1967)
table-row (788, 1914, 1485, 1941)
table-row (178, 1983, 756, 1998)
table-cell: ಕುಂದಾಪುರ ಉಪವಿಭಾಗದ ವ್ಯಾಪ್ತಿಯ 2024-25ನೇ ಸಾಲಿನ ವಾಹನ ನಿರ್ವಹಣೆ ಗಸ್ತು (05 ಗಸ್ತು ಕೆಲಸ) (815, 1967, 1046, 1993)
ad-signature: ಸಹಿ/- ಸಹಾಯಕ ಕಾರ್ಯನಿರ್ವಾಹಕ ಇಂಜಿನಿಯರ್, ಲೋಕೋಪಯೋಗಿ ಇಲಾಖೆ, ಉಪವಿಭಾಗ, ಕುಂದಾಪುರ (1161, 2013, 1485, 2024)
table-cell: KW -1 (1285, 1914, 1338, 1941)
table-cell: Rs. 400.00 (1338, 1967, 1391, 1993)
table-cell: 2 (178, 1983, 207, 1998)
ad-govt: ಕರ್ನಾಟಕ ಅರಣ್ಯ ಇಲಾಖೆ (730, 1307, 808, 1319)
magenta-dot-icon (577, 2351, 587, 2361)
yellow-dot-icon (1384, 2351, 1394, 2361)
table-header: ಕ್ರ ಸಂಖ್ಯೆ (788, 1888, 815, 1914)
ad-title: ಅಲ್ಪಾವಧಿ ಟೆಂಡರ್ ಪ್ರಕಟಣೆ (ದ್ವಿ-ಲಕೋಟೆ ಪದ್ಧತಿ) (ಕೆ.ಪಿ.ಪಿ ಪೋರ್ಟಲ್ ಮೂಲಕ) (423, 739, 756, 777)
ad-ref: No.EE /MI&GWDD/BGM/TND/AE/2024-25/901 (788, 243, 988, 253)
ad-address: ಗದಗ ರಸ್ತೆ, ಜಿಲ್ಲಾ ಕ್ರೀಡಾಂಗಣ, ಕೊಪ್ಪಳ (1257, 544, 1377, 556)
ad-social-welfare-koppal (45, 1036, 403, 1740)
ad-signature: ಸಹಿ/- ಉಪ ನಿರ್ದೇಶಕರು, ಸಮಾಜ ಕಲ್ಯಾಣ ಇಲಾಖೆ, ಕೊಪ್ಪಳ (205, 1305, 392, 1317)
ad-meta (788, 741, 1115, 757)
public-notice-date: ದಿನಾಂಕ: 14/02/2025 (51, 1958, 119, 1967)
ad-title: ಅಲ್ಪಾವಧಿ ಸಂಕ್ಷಿಪ್ತ ದ್ವಿಲಕೋಟೆ ಟೆಂಡರ್ ಪ್ರಕಟಣೆ (669, 1371, 868, 1386)
brand-block (1100, 45, 1496, 134)
ad-ref: ಸಂಖ್ಯೆ: ತಾ.ಪಂ.ಹೊ/ಅಸ/2024-25 (1149, 197, 1262, 207)
ad-email: Email :pwdkun@gmail.com (788, 1796, 909, 1806)
ad-email: email :adysskoppal@gmail.com (1343, 562, 1485, 572)
ad-office: ಶಿವಮೊಗ್ಗ ಮಹಾನಗರ ಪಾಲಿಕೆ, ಶಿವಮೊಗ್ಗ (865, 722, 1037, 737)
masthead-date: 16 ಫೆಬ್ರವರಿ 2025 (45, 67, 153, 85)
ad-dept: (ಸಹಕಾರ ಇಲಾಖೆ) (560, 175, 620, 187)
table-row (788, 1967, 1485, 1993)
ad-meta (56, 542, 392, 559)
ad-contact: ಹೆಚ್ಚಿನ ವಿವರಗಳಿಗಾಗಿ ಈ ಕಛೇರಿಯನ್ನು ಸಂಪರ್ಕಿಸಬಹುದು. ಫೋನ್ ನಂ: 08373-297346, ಇ-ಮೇಲ್: eebhadracadadn2@gmail.com (177, 2003, 646, 2013)
ad-date: Date:13-02-2025 (1038, 243, 1115, 253)
ad-recipient: ಮುಖ್ಯಕಾರ್ಯನಿರ್ವಾಹಕರು, ಶ್ರೀ ಸಿದ್ದೇಶ್ವರ ಕೋಆಪರೇಟಿವ್ ಸೊಸೈಟಿ, ಬೆಳಗಾವಿ-587116 (423, 239, 696, 249)
ad-signature: ಸಹಿ/- ಕಾರ್ಯಪಾಲಕ ಇಂಜಿನಿಯರ್ ಇಂಜಿನಿಯರಿಂಗ್ ವಿಭಾಗ-2 ಭದ್ರಾಪುರ, ರಾಣೇಬೆನ್ನೂರು-581115 (436, 2018, 756, 2029)
ad-office: ಭದ್ರಾ ಅಚ್ಚುಕಟ್ಟು ಪ್ರದೇಶಾಭಿವೃದ್ಧಿ ಪ್ರಾಧಿಕಾರ (378, 1785, 556, 1800)
